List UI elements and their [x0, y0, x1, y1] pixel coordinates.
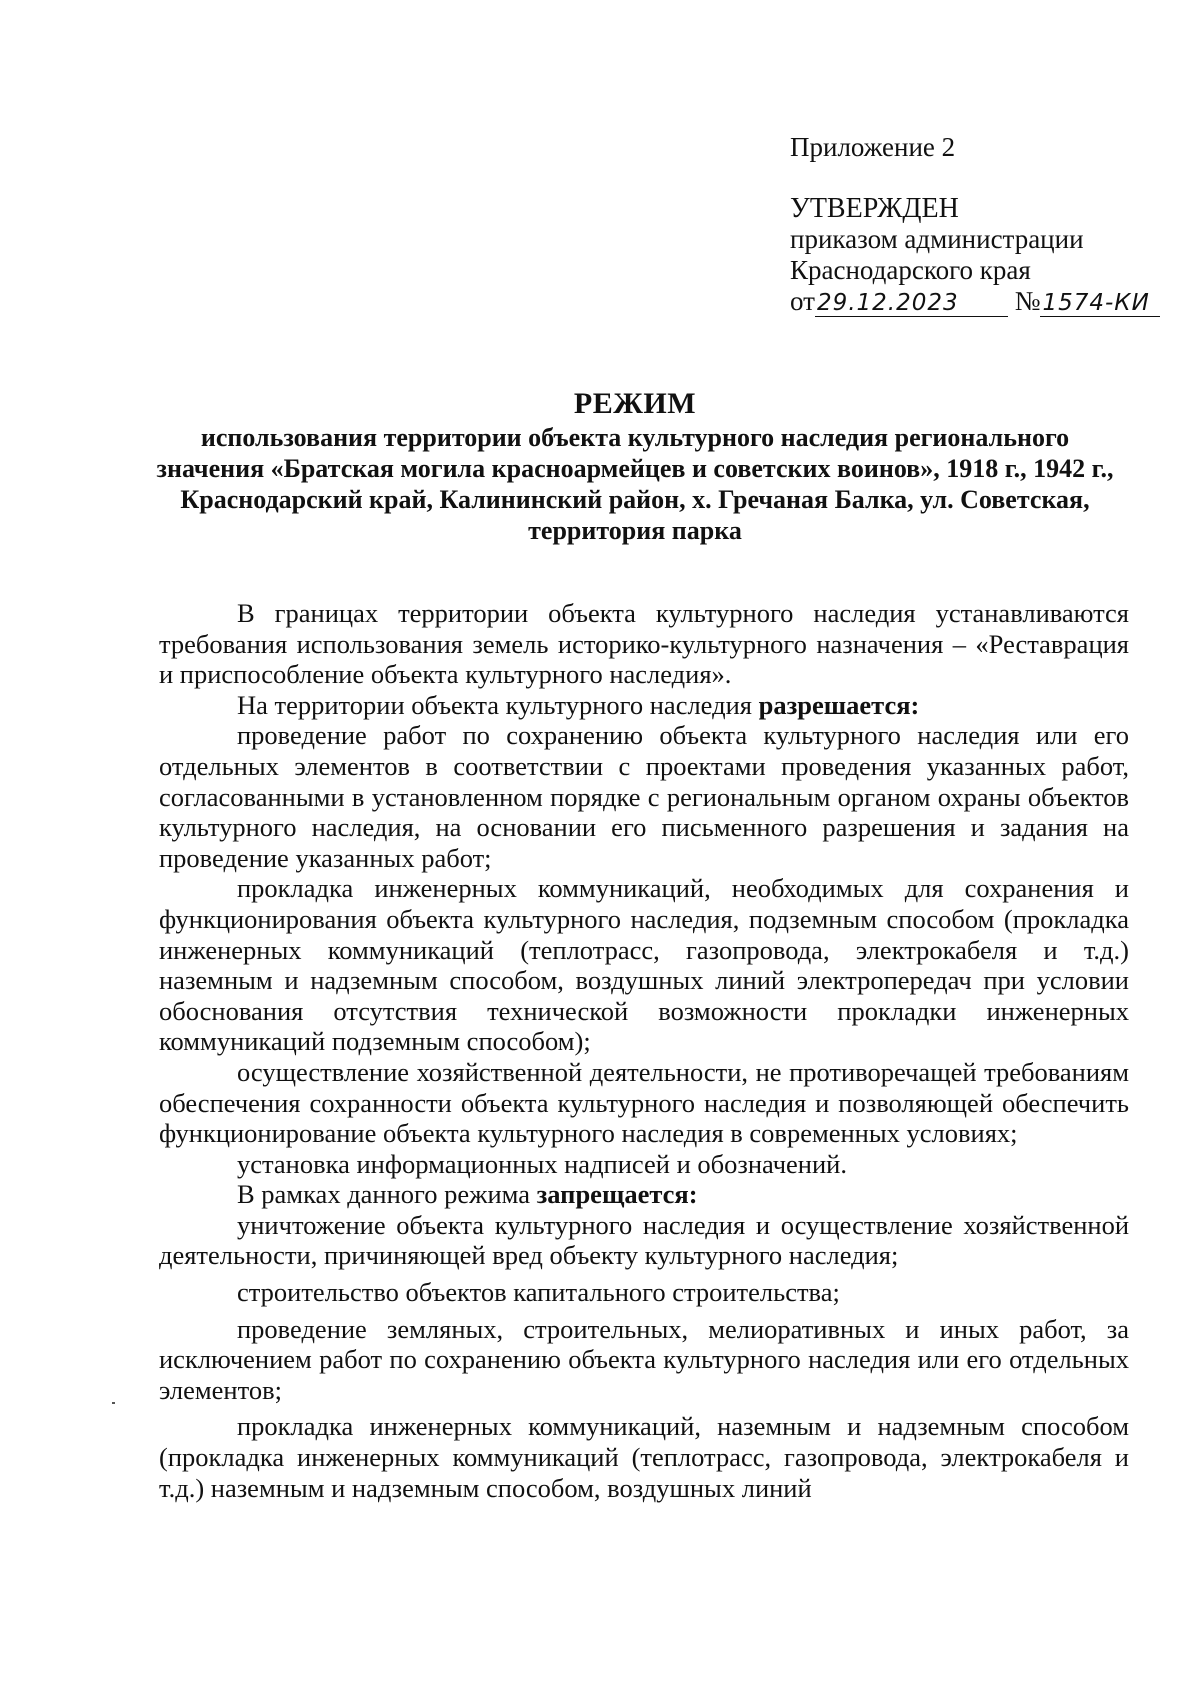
prohibited-item: строительство объектов капитального строительства; [237, 1277, 840, 1308]
order-date-number-line [790, 286, 1170, 317]
number-prefix: № [1014, 286, 1041, 316]
paragraph-prohibited-intro [159, 1179, 1129, 1210]
approved-label: УТВЕРЖДЕН [790, 193, 959, 224]
paragraph-allowed-intro [159, 690, 1129, 721]
paragraph-boundaries: В границах территории объекта культурного наследия устанавливаются требования использования земель историко-культурного назначения – «Реставрация и приспособление объекта культурного наследия». [159, 598, 1129, 690]
allowed-intro-text: На территории объекта культурного наследия [237, 689, 759, 720]
heading-title: РЕЖИМ [573, 387, 697, 420]
allowed-item: установка информационных надписей и обозначений. [237, 1148, 847, 1179]
prohibited-keyword: запрещается: [536, 1179, 698, 1210]
date-prefix: от [790, 286, 815, 316]
document-heading [150, 386, 1120, 546]
approval-line-1: приказом администрации [790, 224, 1084, 254]
prohibited-item: прокладка инженерных коммуникаций, наземным и надземным способом (прокладка инженерных коммуникаций (теплотрасс, газопровода, электрокабеля и т.д.) наземным и надземным способом, воздушных линий [159, 1411, 1129, 1503]
document-body [159, 598, 1129, 1503]
heading-subtitle: использования территории объекта культурного наследия регионального значения «Братская могила красноармейцев и советских воинов», 1918 г., 1942 г., Краснодарский край, Калининский район, х. Гречаная Балка, ул. Советская, территория парка [156, 423, 1114, 545]
prohibited-item: уничтожение объекта культурного наследия и осуществление хозяйственной деятельности, причиняющей вред объекту культурного наследия; [159, 1209, 1129, 1271]
allowed-item: проведение работ по сохранению объекта культурного наследия или его отдельных элементов в соответствии с проектами проведения указанных работ, согласованными в установленном порядке с региональным органом охраны объектов культурного наследия, на основании его письменного разрешения и задания на проведение указанных работ; [159, 720, 1129, 873]
handwritten-date: 29.12.2023 [815, 290, 1008, 317]
appendix-label: Приложение 2 [790, 132, 956, 162]
approval-block [790, 132, 1170, 317]
allowed-keyword: разрешается: [758, 689, 920, 720]
prohibited-item: проведение земляных, строительных, мелиоративных и иных работ, за исключением работ по сохранению объекта культурного наследия или его отдельных элементов; [159, 1313, 1129, 1405]
scan-speck [112, 1402, 115, 1404]
prohibited-intro-text: В рамках данного режима [237, 1179, 537, 1210]
allowed-item: осуществление хозяйственной деятельности, не противоречащей требованиям обеспечения сохранности объекта культурного наследия и позволяющей обеспечить функционирование объекта культурного наследия в современных условиях; [159, 1056, 1129, 1149]
handwritten-number: 1574-КИ [1040, 290, 1160, 317]
approval-line-2: Краснодарского края [790, 255, 1031, 285]
allowed-item: прокладка инженерных коммуникаций, необходимых для сохранения и функционирования объекта культурного наследия, подземным способом (прокладка инженерных коммуникаций (теплотрасс, газопровода, электрокабеля и т.д.) наземным и надземным способом, воздушных линий электропередач при условии обоснования отсутствия технической возможности прокладки инженерных коммуникаций подземным способом); [159, 873, 1129, 1057]
